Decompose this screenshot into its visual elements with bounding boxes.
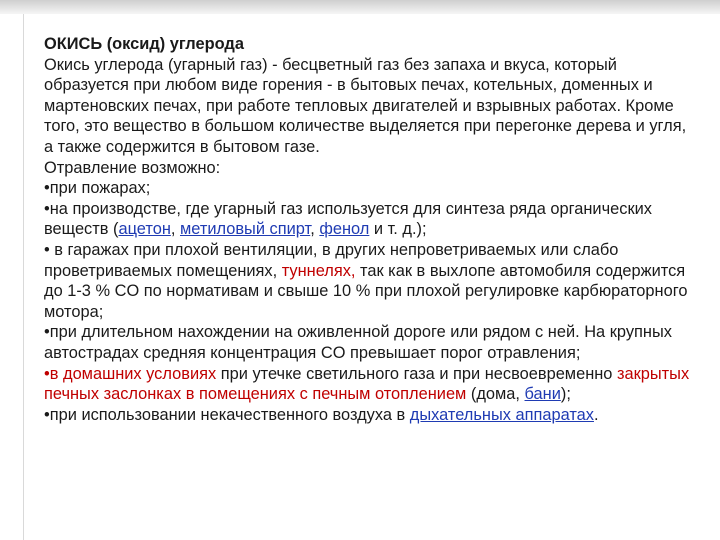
air-text: •при использовании некачественного воздуха в <box>44 405 410 424</box>
production-text-end: и т. д.); <box>369 220 427 239</box>
home-text: при утечке светильного газа и при несвоевременно <box>216 364 617 383</box>
separator: , <box>310 220 320 239</box>
garages-text-end: так как в выхлопе автомобиля содержится до 1-3 % CO по нормативам и свыше 10 % при плохой регулировке карбюраторного мотора; <box>44 261 688 321</box>
list-item-home <box>44 364 694 405</box>
margin-line <box>23 14 24 540</box>
separator: , <box>170 220 180 239</box>
list-item-fires: •при пожарах; <box>44 179 151 198</box>
highlight-home: •в домашних условиях <box>44 364 217 383</box>
list-item-roads: •при длительном нахождении на оживленной дороге или рядом с ней. На крупных автострадах средняя концентрация CO превышает порог отравления; <box>44 323 672 362</box>
page-title: ОКИСЬ (оксид) углерода <box>44 35 244 53</box>
link-phenol[interactable]: фенол <box>319 220 370 239</box>
list-item-air <box>44 405 694 426</box>
intro-paragraph: Окись углерода (угарный газ) - бесцветный газ без запаха и вкуса, который образуется при любом виде горения - в бытовых печах, котельных, доменных и мартеновских печах, при работе тепловых двигателей и взрывных работах. Кроме того, это вещество в большом количестве выделяется при перегонке дерева и угля, а также содержится в бытовом газе. <box>44 55 687 156</box>
home-text-end: ); <box>560 385 571 404</box>
air-text-end: . <box>593 405 599 424</box>
slide-content <box>44 34 694 425</box>
list-item-garages <box>44 240 694 322</box>
home-text-mid: (дома, <box>466 385 525 404</box>
highlight-tunnels: туннелях, <box>281 261 356 280</box>
poisoning-heading: Отравление возможно: <box>44 158 221 177</box>
link-acetone[interactable]: ацетон <box>118 220 171 239</box>
link-breathing-apparatus[interactable]: дыхательных аппаратах <box>409 405 594 424</box>
link-methanol[interactable]: метиловый спирт <box>179 220 311 239</box>
garages-text: • в гаражах при плохой вентиляции, в других непроветриваемых или слабо проветриваемых помещениях, <box>44 240 619 280</box>
highlight-stove-dampers: закрытых печных заслонках в помещениях с печным отоплением <box>44 364 690 404</box>
list-item-production <box>44 199 694 240</box>
link-baths[interactable]: бани <box>524 385 561 404</box>
production-text: •на производстве, где угарный газ используется для синтеза ряда органических веществ ( <box>44 199 652 239</box>
header-band <box>0 0 720 14</box>
